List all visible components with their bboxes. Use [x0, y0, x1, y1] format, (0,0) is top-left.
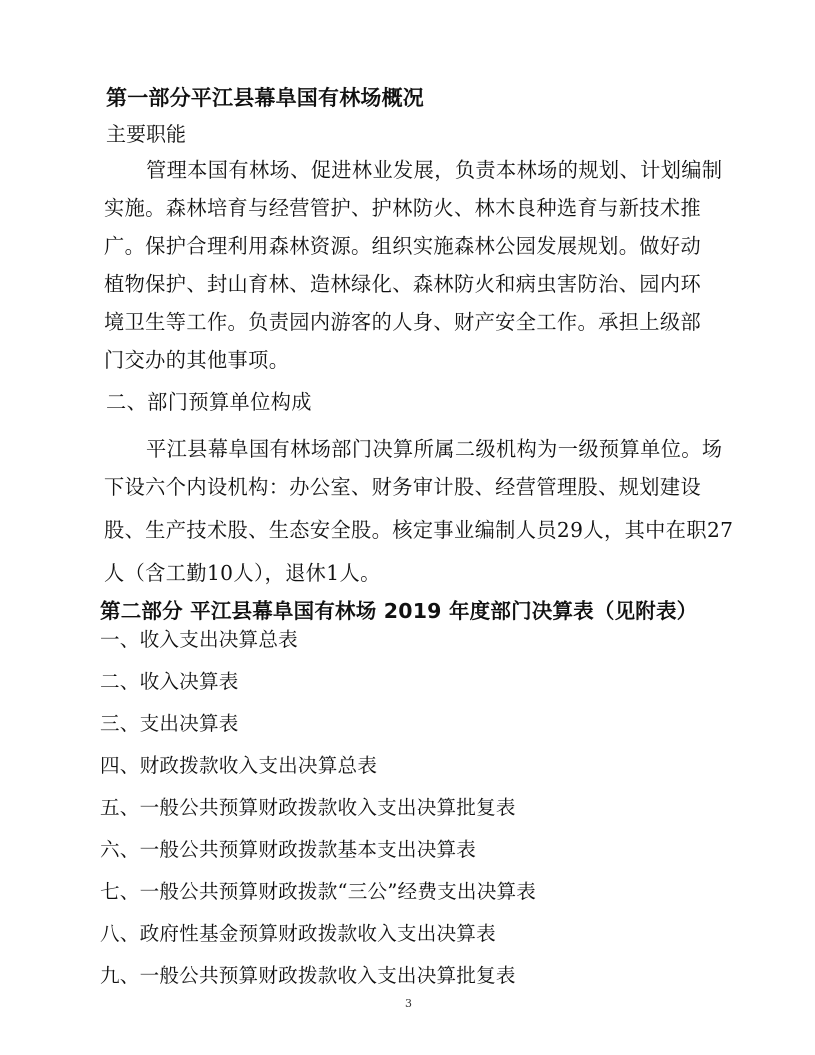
table-list-item: 九、一般公共预算财政拨款收入支出决算批复表: [100, 964, 516, 987]
functions-paragraph-line: 境卫生等工作。负责园内游客的人身、财产安全工作。承担上级部: [104, 310, 702, 334]
table-list-item: 五、一般公共预算财政拨款收入支出决算批复表: [100, 796, 516, 819]
table-list-item: 七、一般公共预算财政拨款“三公”经费支出决算表: [100, 880, 537, 903]
table-list-item: 八、政府性基金预算财政拨款收入支出决算表: [100, 922, 496, 945]
page-number: 3: [405, 997, 412, 1010]
part1-heading: 第一部分平江县幕阜国有林场概况: [106, 86, 424, 110]
composition-paragraph-line: 股、生产技术股、生态安全股。核定事业编制人员29人，其中在职27: [104, 518, 734, 542]
composition-paragraph-line: 平江县幕阜国有林场部门决算所属二级机构为一级预算单位。场: [146, 437, 723, 461]
functions-paragraph-line: 门交办的其他事项。: [104, 348, 290, 372]
table-list-item: 三、支出决算表: [100, 712, 239, 735]
functions-paragraph-line: 实施。森林培育与经营管护、护林防火、林木良种选育与新技术推: [104, 196, 702, 220]
table-list-item: 四、财政拨款收入支出决算总表: [100, 754, 378, 777]
functions-paragraph-line: 植物保护、封山育林、造林绿化、森林防火和病虫害防治、园内环: [104, 272, 702, 296]
part2-heading: 第二部分 平江县幕阜国有林场 2019 年度部门决算表（见附表）: [100, 599, 698, 623]
functions-title: 主要职能: [106, 122, 186, 146]
composition-title: 二、部门预算单位构成: [106, 390, 312, 414]
functions-paragraph-line: 管理本国有林场、促进林业发展，负责本林场的规划、计划编制: [146, 158, 723, 182]
composition-paragraph-line: 下设六个内设机构：办公室、财务审计股、经营管理股、规划建设: [104, 475, 702, 499]
functions-paragraph-line: 广。保护合理利用森林资源。组织实施森林公园发展规划。做好动: [104, 234, 702, 258]
table-list-item: 六、一般公共预算财政拨款基本支出决算表: [100, 838, 477, 861]
table-list-item: 一、收入支出决算总表: [100, 628, 298, 651]
table-list-item: 二、收入决算表: [100, 670, 239, 693]
composition-paragraph-line: 人（含工勤10人），退休1人。: [104, 561, 381, 585]
